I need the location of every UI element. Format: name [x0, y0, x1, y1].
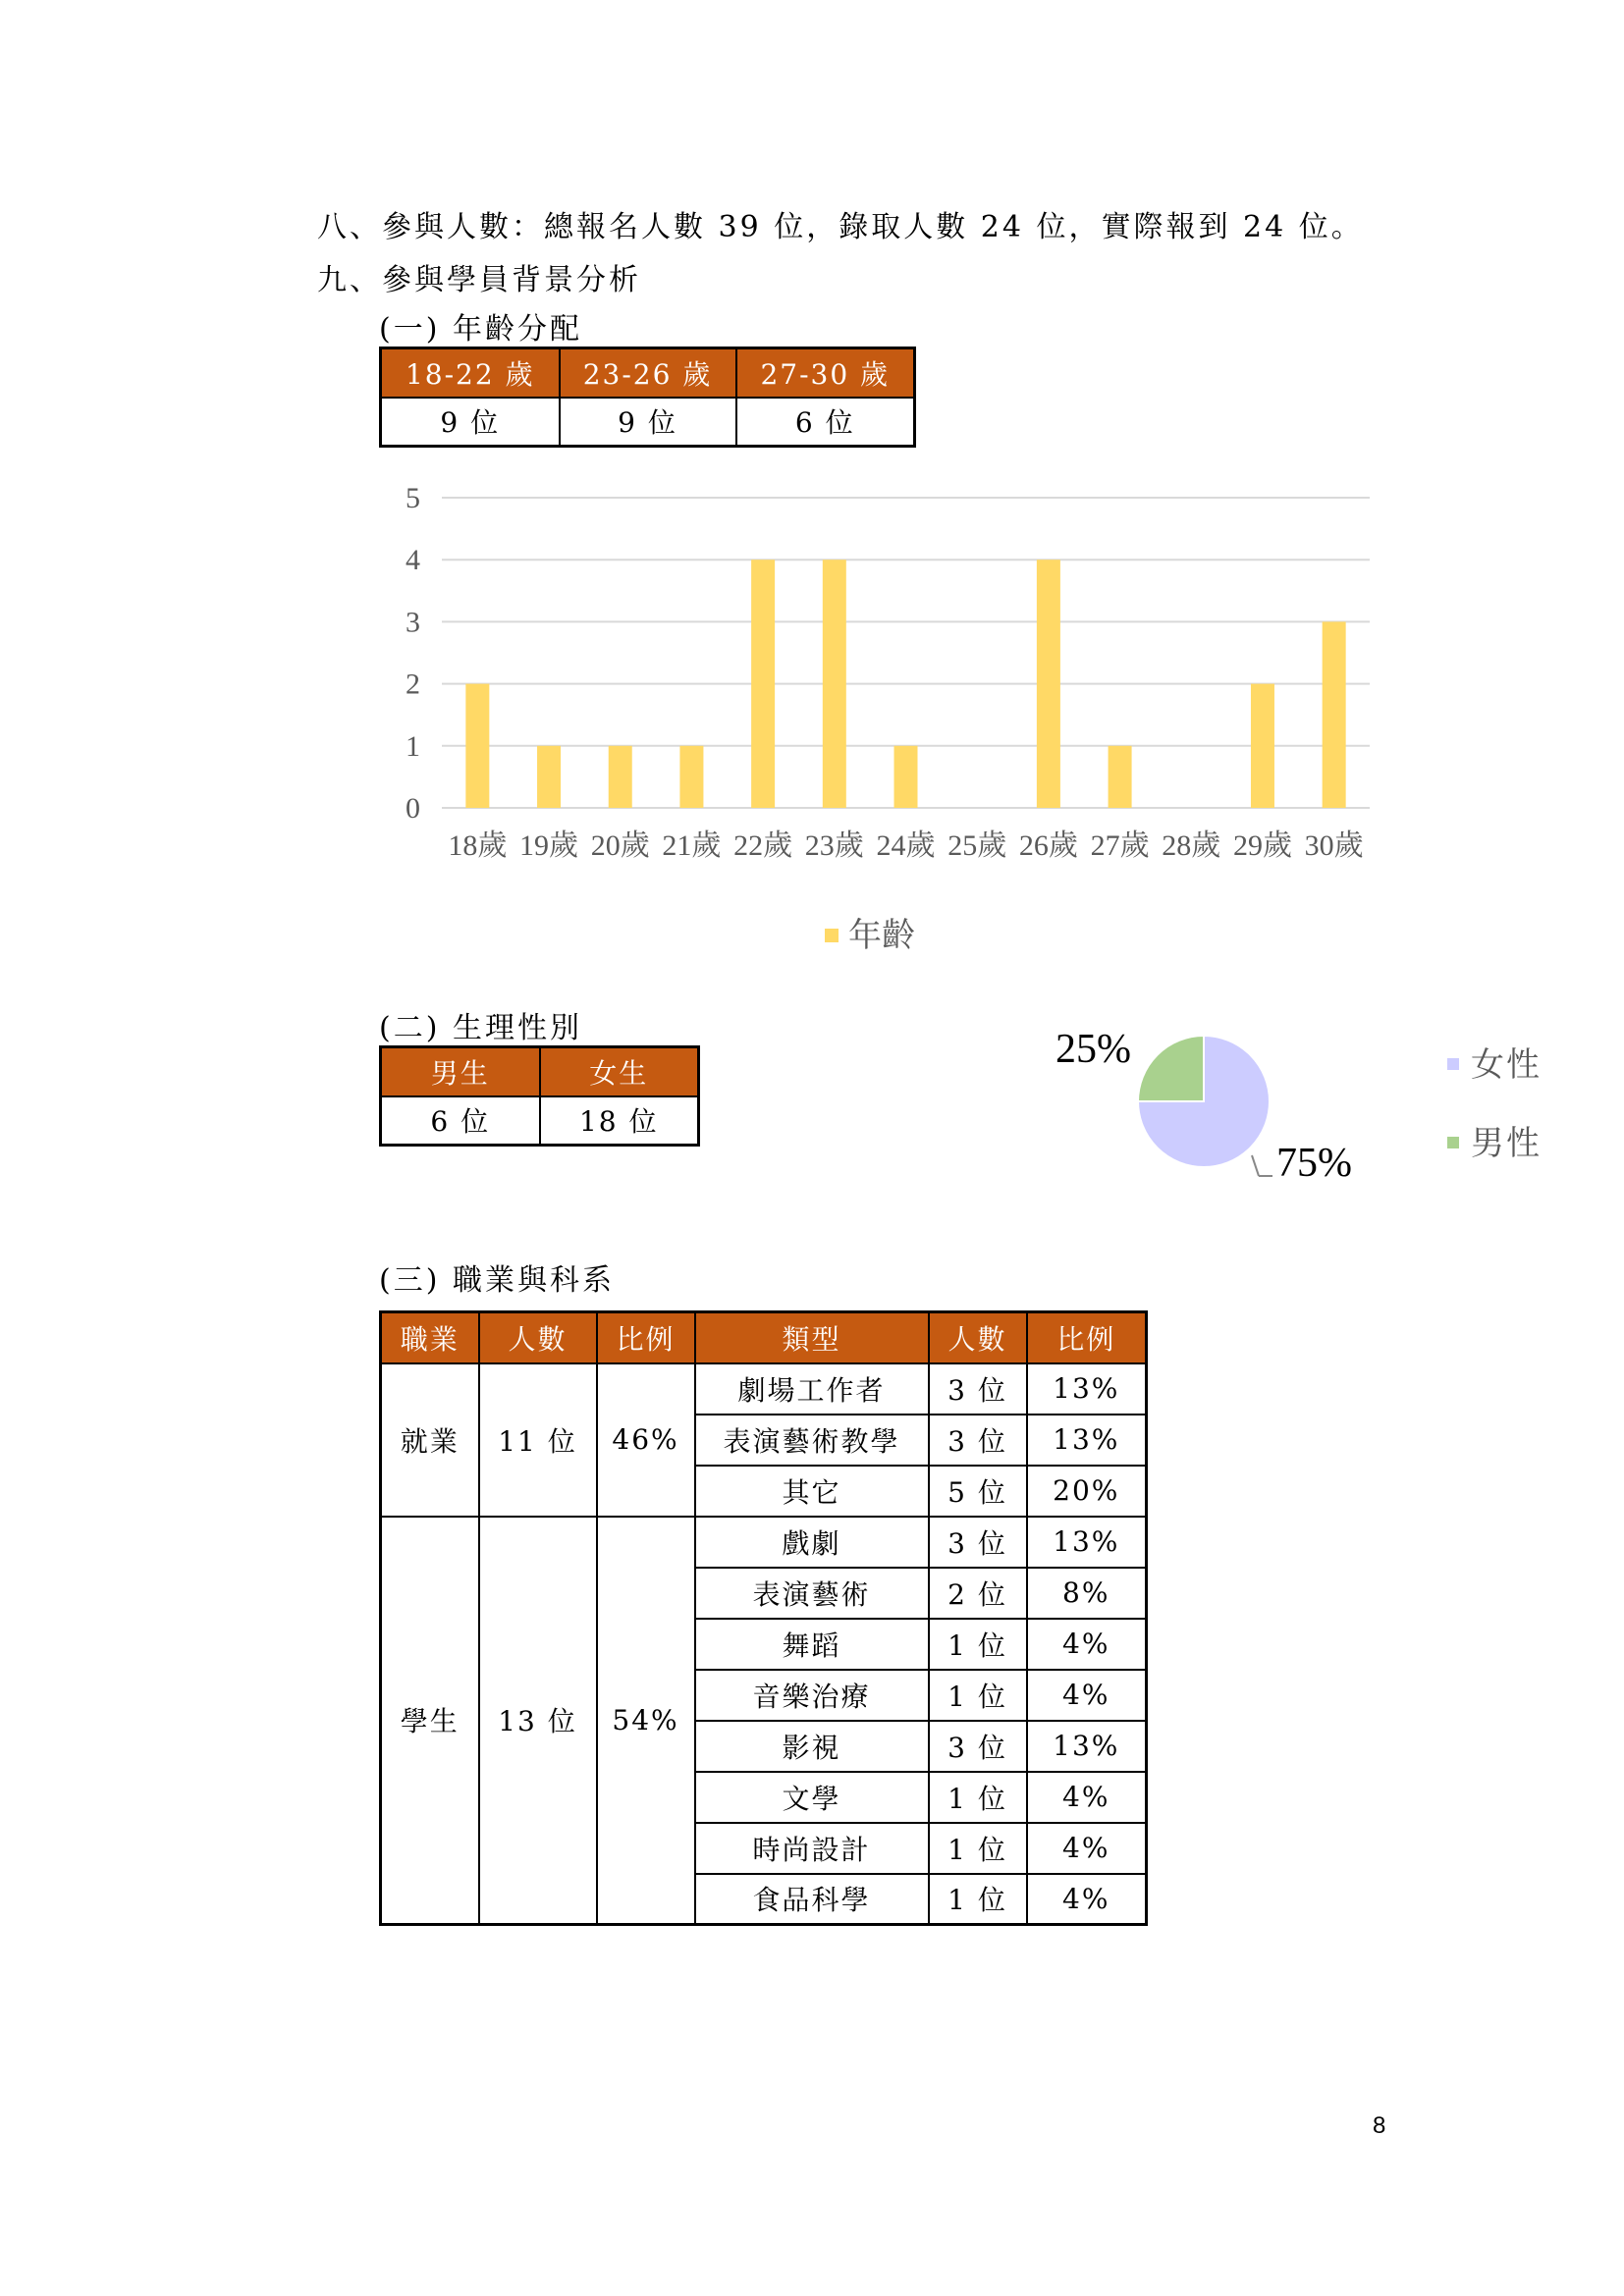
occ-group-employed: 就業 — [381, 1363, 479, 1517]
legend-label-age: 年齡 — [848, 918, 915, 954]
occ-type: 文學 — [695, 1772, 929, 1823]
x-tick-label: 19歲 — [519, 829, 579, 862]
gender-heading: (二) 生理性別 — [379, 1011, 582, 1045]
occ-type-ratio: 13% — [1027, 1721, 1147, 1772]
occ-type-count: 1 位 — [929, 1823, 1027, 1874]
pie-slice-男性 — [1138, 1036, 1204, 1101]
occ-type: 時尚設計 — [695, 1823, 929, 1874]
occ-type-count: 3 位 — [929, 1721, 1027, 1772]
y-tick-label: 4 — [406, 544, 420, 577]
occ-type: 影視 — [695, 1721, 929, 1772]
occ-type: 劇場工作者 — [695, 1363, 929, 1415]
occ-header-type: 類型 — [695, 1312, 929, 1363]
occ-type-count: 1 位 — [929, 1772, 1027, 1823]
x-tick-label: 28歲 — [1162, 829, 1221, 862]
bar-23歲 — [823, 560, 846, 808]
occ-header-type-ratio: 比例 — [1027, 1312, 1147, 1363]
legend-swatch-female — [1447, 1058, 1459, 1070]
x-tick-label: 21歲 — [662, 829, 722, 862]
section-9-heading: 九、參與學員背景分析 — [317, 263, 641, 297]
occ-group-student: 學生 — [381, 1517, 479, 1925]
age-header-18-22: 18-22 歲 — [381, 348, 560, 398]
x-tick-label: 24歲 — [876, 829, 936, 862]
occ-type-ratio: 13% — [1027, 1363, 1147, 1415]
age-value-23-26: 9 位 — [560, 398, 736, 447]
occ-type-ratio: 13% — [1027, 1517, 1147, 1568]
pie-label-female: 75% — [1276, 1141, 1352, 1186]
occ-type: 其它 — [695, 1466, 929, 1517]
occ-header-occupation: 職業 — [381, 1312, 479, 1363]
x-tick-label: 27歲 — [1090, 829, 1150, 862]
bar-24歲 — [894, 746, 918, 808]
gender-value-male: 6 位 — [381, 1096, 540, 1146]
x-tick-label: 22歲 — [733, 829, 793, 862]
occ-type-count: 3 位 — [929, 1517, 1027, 1568]
age-value-18-22: 9 位 — [381, 398, 560, 447]
occ-type: 音樂治療 — [695, 1670, 929, 1721]
occ-type-count: 2 位 — [929, 1568, 1027, 1619]
occ-type-ratio: 20% — [1027, 1466, 1147, 1517]
occ-type-ratio: 8% — [1027, 1568, 1147, 1619]
gender-value-female: 18 位 — [540, 1096, 699, 1146]
occ-type-count: 3 位 — [929, 1363, 1027, 1415]
y-tick-label: 5 — [406, 482, 420, 514]
occ-group-student-count: 13 位 — [479, 1517, 597, 1925]
gender-header-female: 女生 — [540, 1047, 699, 1096]
occ-type-count: 5 位 — [929, 1466, 1027, 1517]
age-header-23-26: 23-26 歲 — [560, 348, 736, 398]
y-tick-label: 3 — [406, 606, 420, 639]
occ-type-ratio: 4% — [1027, 1772, 1147, 1823]
x-tick-label: 29歲 — [1232, 829, 1292, 862]
legend-label-male: 男性 — [1471, 1126, 1542, 1162]
bar-19歲 — [537, 746, 561, 808]
pie-label-male: 25% — [1056, 1027, 1131, 1072]
bar-29歲 — [1251, 684, 1274, 808]
occ-header-type-count: 人數 — [929, 1312, 1027, 1363]
occ-header-ratio: 比例 — [597, 1312, 695, 1363]
occ-type-ratio: 4% — [1027, 1823, 1147, 1874]
occ-group-employed-count: 11 位 — [479, 1363, 597, 1517]
legend-label-female: 女性 — [1471, 1047, 1542, 1084]
occ-type-count: 3 位 — [929, 1415, 1027, 1466]
bar-27歲 — [1109, 746, 1132, 808]
occ-group-employed-ratio: 46% — [597, 1363, 695, 1517]
occ-type-ratio: 4% — [1027, 1619, 1147, 1670]
x-tick-label: 25歲 — [947, 829, 1007, 862]
age-header-27-30: 27-30 歲 — [736, 348, 915, 398]
bar-26歲 — [1037, 560, 1060, 808]
y-tick-label: 2 — [406, 667, 420, 701]
legend-swatch-male — [1447, 1137, 1459, 1148]
occ-type: 表演藝術教學 — [695, 1415, 929, 1466]
y-tick-label: 1 — [406, 729, 420, 763]
age-value-27-30: 6 位 — [736, 398, 915, 447]
occ-type: 戲劇 — [695, 1517, 929, 1568]
bar-22歲 — [751, 560, 775, 808]
bar-18歲 — [465, 684, 489, 808]
occ-type: 食品科學 — [695, 1874, 929, 1925]
occ-group-student-ratio: 54% — [597, 1517, 695, 1925]
x-tick-label: 26歲 — [1018, 829, 1078, 862]
occ-type-ratio: 4% — [1027, 1874, 1147, 1925]
page-number: 8 — [1373, 2112, 1386, 2139]
occ-type-ratio: 4% — [1027, 1670, 1147, 1721]
occupation-heading: (三) 職業與科系 — [379, 1263, 615, 1298]
gender-header-male: 男生 — [381, 1047, 540, 1096]
bar-21歲 — [679, 746, 703, 808]
occupation-table — [379, 1310, 1148, 1926]
x-tick-label: 20歲 — [590, 829, 650, 862]
x-tick-label: 23歲 — [804, 829, 864, 862]
occ-header-count: 人數 — [479, 1312, 597, 1363]
age-bar-chart — [373, 471, 1394, 982]
occ-type-ratio: 13% — [1027, 1415, 1147, 1466]
age-heading: (一) 年齡分配 — [379, 312, 582, 347]
section-8-participants: 八、參與人數：總報名人數 39 位，錄取人數 24 位，實際報到 24 位。 — [317, 210, 1364, 244]
gender-pie-chart — [1041, 1011, 1591, 1207]
x-tick-label: 18歲 — [448, 829, 508, 862]
y-tick-label: 0 — [406, 792, 420, 825]
occ-type-count: 1 位 — [929, 1670, 1027, 1721]
bar-30歲 — [1323, 621, 1346, 808]
x-tick-label: 30歲 — [1304, 829, 1364, 862]
occ-type-count: 1 位 — [929, 1619, 1027, 1670]
age-table — [379, 347, 916, 448]
gender-table — [379, 1045, 700, 1147]
occ-type: 舞蹈 — [695, 1619, 929, 1670]
occ-type: 表演藝術 — [695, 1568, 929, 1619]
occ-type-count: 1 位 — [929, 1874, 1027, 1925]
bar-20歲 — [609, 746, 632, 808]
legend-swatch-age — [825, 929, 839, 942]
